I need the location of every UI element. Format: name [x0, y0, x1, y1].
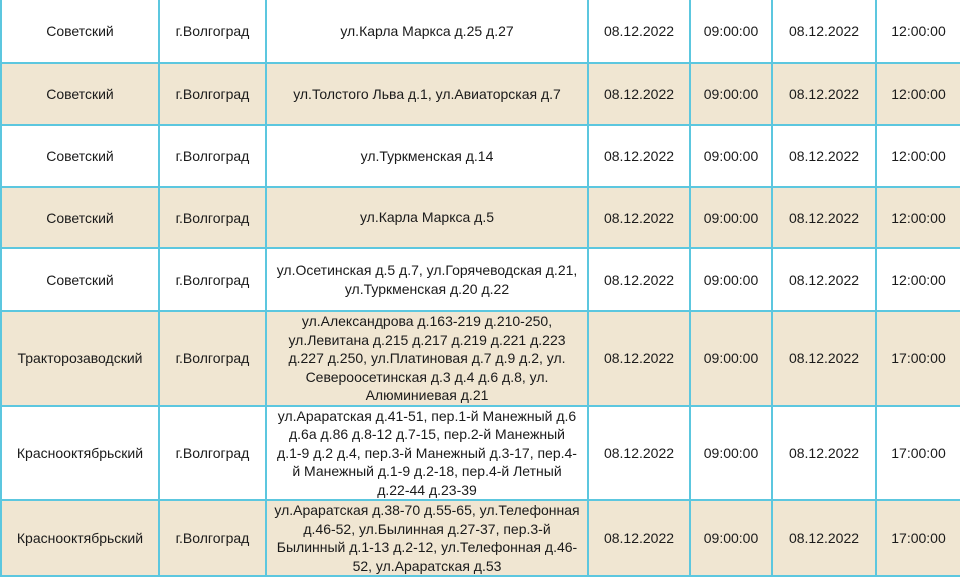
address-line: ул.Толстого Льва д.1, ул.Авиаторская д.7 — [293, 85, 561, 102]
address-line: й Манежный д.1-9 д.2-18, пер.4-й Летный — [292, 463, 562, 479]
address-line: д.22-44 д.23-39 — [377, 481, 477, 498]
address-cell — [266, 406, 588, 501]
address-line: ул.Туркменская д.14 — [360, 147, 494, 164]
start-date-cell: 08.12.2022 — [588, 311, 690, 406]
table-row — [1, 125, 960, 187]
table-row — [1, 0, 960, 63]
end-date-cell: 08.12.2022 — [772, 311, 876, 406]
district-cell: Тракторозаводский — [1, 311, 159, 406]
table-row — [1, 500, 960, 576]
district-cell: Советский — [1, 63, 159, 125]
address-cell — [266, 0, 588, 63]
start-date-cell: 08.12.2022 — [588, 125, 690, 187]
start-time-cell: 09:00:00 — [690, 125, 772, 187]
address-line: д.1-9 д.2 д.4, пер.3-й Манежный д.3-17, пер.4- — [277, 444, 577, 461]
start-time-cell: 09:00:00 — [690, 248, 772, 311]
table-row — [1, 248, 960, 311]
address-line: ул.Туркменская д.20 д.22 — [344, 280, 510, 297]
table-row — [1, 63, 960, 125]
district-cell: Краснооктябрьский — [1, 406, 159, 501]
end-time-cell: 12:00:00 — [876, 125, 960, 187]
address-line: ул.Александрова д.163-219 д.210-250, — [301, 313, 553, 329]
address-line: 52, ул.Араратская д.53 — [352, 557, 502, 574]
end-time-cell: 12:00:00 — [876, 0, 960, 63]
city-cell: г.Волгоград — [159, 248, 266, 311]
address-line: ул.Карла Маркса д.5 — [359, 209, 495, 226]
address-cell — [266, 500, 588, 576]
start-time-cell: 09:00:00 — [690, 311, 772, 406]
city-cell: г.Волгоград — [159, 406, 266, 501]
address-line: Былинный д.1-13 д.2-12, ул.Телефонная д.46- — [276, 539, 578, 555]
end-date-cell: 08.12.2022 — [772, 187, 876, 248]
address-line: д.6а д.86 д.8-12 д.7-15, пер.2-й Манежный — [288, 426, 565, 442]
table-row — [1, 311, 960, 406]
district-cell: Краснооктябрьский — [1, 500, 159, 576]
end-date-cell: 08.12.2022 — [772, 63, 876, 125]
address-line: д.227 д.250, ул.Платиновая д.7 д.9 д.2, ул. — [288, 350, 566, 366]
table-row — [1, 187, 960, 248]
district-cell: Советский — [1, 248, 159, 311]
start-time-cell: 09:00:00 — [690, 406, 772, 501]
start-date-cell: 08.12.2022 — [588, 248, 690, 311]
end-time-cell: 12:00:00 — [876, 63, 960, 125]
table-row — [1, 406, 960, 501]
start-time-cell: 09:00:00 — [690, 187, 772, 248]
address-line: Североосетинская д.3 д.4 д.6 д.8, ул. — [305, 368, 549, 385]
end-time-cell: 17:00:00 — [876, 500, 960, 576]
end-time-cell: 12:00:00 — [876, 248, 960, 311]
end-time-cell: 12:00:00 — [876, 187, 960, 248]
address-cell — [266, 63, 588, 125]
address-line: ул.Левитана д.215 д.217 д.219 д.221 д.223 — [288, 331, 566, 348]
end-date-cell: 08.12.2022 — [772, 248, 876, 311]
address-cell — [266, 187, 588, 248]
district-cell: Советский — [1, 125, 159, 187]
city-cell: г.Волгоград — [159, 0, 266, 63]
start-time-cell: 09:00:00 — [690, 0, 772, 63]
address-line: ул.Араратская д.38-70 д.55-65, ул.Телефонная — [274, 502, 580, 518]
end-time-cell: 17:00:00 — [876, 406, 960, 501]
start-date-cell: 08.12.2022 — [588, 406, 690, 501]
address-line: ул.Карла Маркса д.25 д.27 — [340, 22, 514, 39]
start-date-cell: 08.12.2022 — [588, 63, 690, 125]
start-time-cell: 09:00:00 — [690, 63, 772, 125]
end-date-cell: 08.12.2022 — [772, 125, 876, 187]
address-cell — [266, 311, 588, 406]
address-cell — [266, 125, 588, 187]
start-date-cell: 08.12.2022 — [588, 0, 690, 63]
city-cell: г.Волгоград — [159, 125, 266, 187]
end-date-cell: 08.12.2022 — [772, 500, 876, 576]
city-cell: г.Волгоград — [159, 500, 266, 576]
city-cell: г.Волгоград — [159, 311, 266, 406]
district-cell: Советский — [1, 0, 159, 63]
address-line: д.46-52, ул.Былинная д.27-37, пер.3-й — [303, 520, 551, 537]
end-time-cell: 17:00:00 — [876, 311, 960, 406]
address-line: Алюминиевая д.21 — [365, 387, 489, 403]
start-date-cell: 08.12.2022 — [588, 187, 690, 248]
district-cell: Советский — [1, 187, 159, 248]
start-time-cell: 09:00:00 — [690, 500, 772, 576]
city-cell: г.Волгоград — [159, 63, 266, 125]
end-date-cell: 08.12.2022 — [772, 406, 876, 501]
address-line: ул.Араратская д.41-51, пер.1-й Манежный д.6 — [277, 407, 577, 424]
address-cell — [266, 248, 588, 311]
start-date-cell: 08.12.2022 — [588, 500, 690, 576]
city-cell: г.Волгоград — [159, 187, 266, 248]
address-line: ул.Осетинская д.5 д.7, ул.Горячеводская д.21, — [276, 262, 578, 278]
end-date-cell: 08.12.2022 — [772, 0, 876, 63]
